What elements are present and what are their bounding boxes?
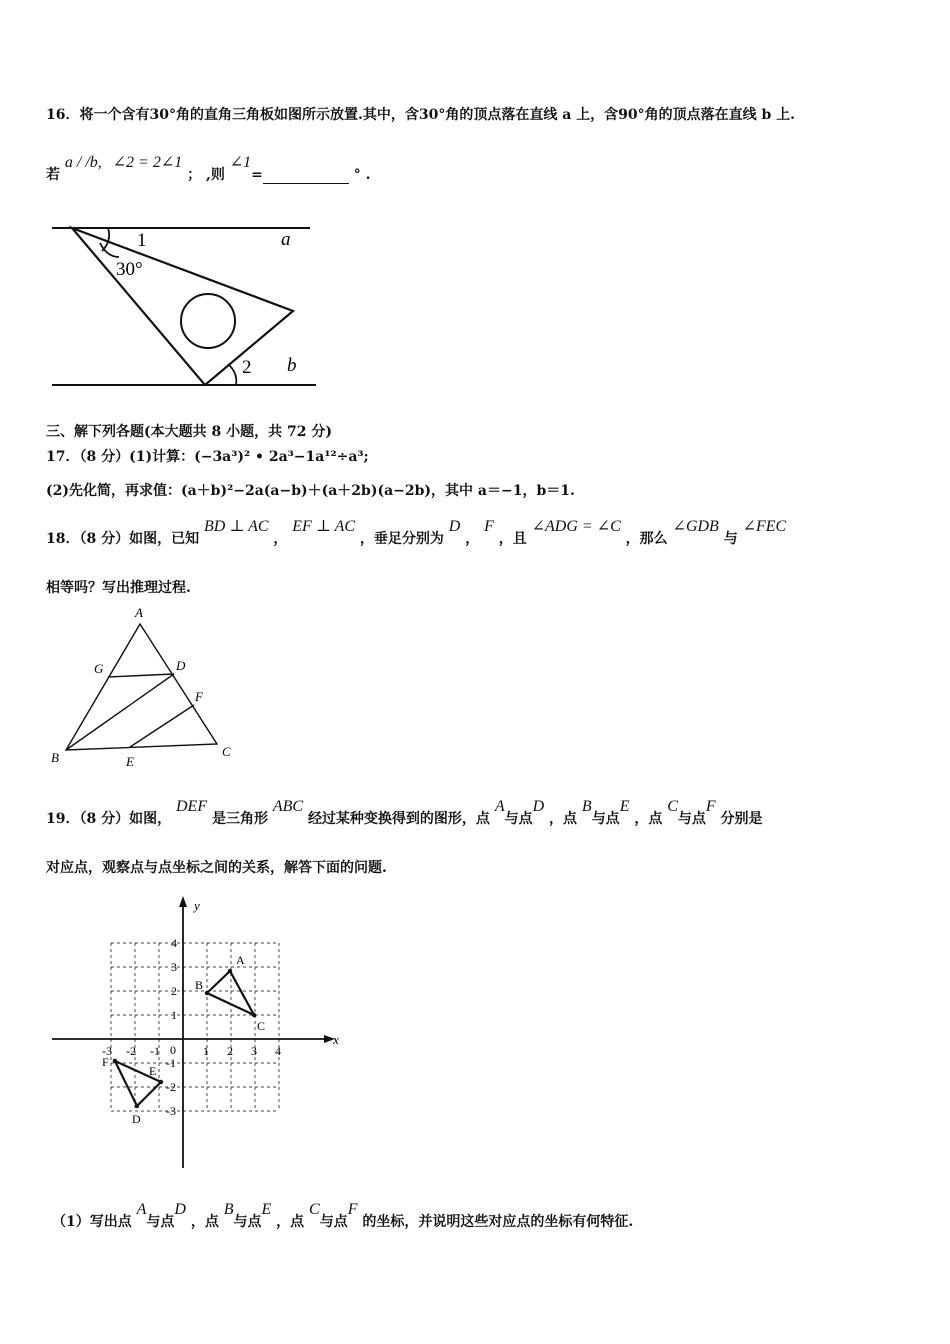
q17-part2: (2)先化简，再求值：(a＋b)²−2a(a−b)＋(a＋2b)(a−2b)，其中 a＝−1，b＝1. <box>46 483 575 499</box>
q18-t3: ， <box>465 531 480 547</box>
grid-lines <box>111 943 279 1111</box>
q19-line1 <box>46 798 763 828</box>
q16-angle: ∠1 <box>229 154 252 171</box>
label-E: E <box>149 1064 157 1078</box>
q19-t8: 分别是 <box>720 811 763 827</box>
q19-m4: D <box>532 798 545 815</box>
q19-sub1-t3: 与点 <box>233 1214 262 1230</box>
x-tick-label: 3 <box>251 1044 257 1058</box>
q19-m3: A <box>494 798 505 815</box>
q19-sub1-m1: A <box>136 1201 147 1218</box>
label-A: A <box>135 605 143 620</box>
y-axis-arrow-icon <box>179 896 187 907</box>
segment-ef <box>130 705 194 747</box>
q18-lead: 18．（8 分）如图，已知 <box>46 531 200 547</box>
angle2-arc <box>228 364 236 385</box>
q19-sub1-m2: D <box>174 1201 186 1218</box>
q19-t5: 与点 <box>591 811 620 827</box>
q19-m1: DEF <box>175 798 208 815</box>
x-tick-label: 2 <box>227 1044 233 1058</box>
q19-sub1-t1: 与点 <box>146 1214 175 1230</box>
label-F: F <box>195 689 203 704</box>
q19-t4: ，点 <box>549 811 578 827</box>
y-tick-label: 3 <box>171 960 177 974</box>
q18-m5: ∠ADG = ∠C <box>531 518 621 535</box>
label-A: A <box>236 953 245 967</box>
point-A <box>228 969 232 973</box>
q19-t7: 与点 <box>677 811 706 827</box>
x-label: x <box>333 1032 339 1047</box>
ruler-hole <box>181 294 235 348</box>
label-b: b <box>287 355 297 376</box>
q18-t6: 与 <box>723 531 738 547</box>
q19-sub1-t2: ，点 <box>190 1214 219 1230</box>
label-30: 30° <box>116 259 143 280</box>
q16-line2 <box>46 154 371 184</box>
y-tick-label: -1 <box>166 1056 176 1070</box>
q19-m5: B <box>581 798 592 815</box>
x-tick-labels <box>102 1044 281 1058</box>
q18-m6: ∠GDB <box>672 518 719 535</box>
triangle-abc <box>66 624 217 750</box>
point-B <box>205 991 209 995</box>
y-tick-label: 4 <box>171 936 177 950</box>
x-tick-label: 1 <box>203 1044 209 1058</box>
q19-sub1-m6: F <box>347 1201 358 1218</box>
q16-line1: 16．将一个含有30°角的直角三角板如图所示放置.其中，含30°角的顶点落在直线 a 上，含90°角的顶点落在直线 b 上. <box>46 107 796 123</box>
q19-sub1-t5: 与点 <box>319 1214 348 1230</box>
q16-answer-blank[interactable] <box>263 169 349 184</box>
label-E: E <box>126 754 134 769</box>
q19-t2: 经过某种变换得到的图形，点 <box>307 811 490 827</box>
q19-t6: ，点 <box>634 811 663 827</box>
q19-m7: C <box>667 798 678 815</box>
label-C: C <box>222 744 231 759</box>
x-tick-label: 4 <box>275 1044 281 1058</box>
q19-t3: 与点 <box>504 811 533 827</box>
q16-figure <box>40 215 330 395</box>
x-tick-label: -1 <box>150 1044 160 1058</box>
q18-t5: ，那么 <box>625 531 668 547</box>
y-tick-label: 1 <box>171 1008 177 1022</box>
label-C: C <box>257 1019 266 1033</box>
q19-sub1-t4: ，点 <box>276 1214 305 1230</box>
y-tick-label: -2 <box>166 1080 176 1094</box>
q16-eq: = <box>251 167 263 183</box>
origin-label: 0 <box>170 1043 176 1057</box>
q16-sep: ； ,则 <box>187 167 225 183</box>
q19-sub1-m4: E <box>261 1201 272 1218</box>
x-tick-label: -2 <box>126 1044 136 1058</box>
q16-cond2: ∠2 = 2∠1 <box>112 154 183 171</box>
x-tick-label: -3 <box>102 1044 112 1058</box>
segment-gd <box>108 674 174 677</box>
label-D: D <box>132 1112 141 1126</box>
y-tick-labels <box>166 936 177 1118</box>
label-F: F <box>102 1055 109 1069</box>
q19-coordinate-grid <box>50 892 350 1172</box>
q19-lead: 19．（8 分）如图， <box>46 811 172 827</box>
q18-line2: 相等吗？写出推理过程. <box>46 580 191 596</box>
q18-m3: D <box>448 518 461 535</box>
point-C <box>252 1013 256 1017</box>
q19-m2: ABC <box>272 798 304 815</box>
label-B: B <box>195 978 204 992</box>
q16-cond1: a / /b, <box>64 154 102 171</box>
point-F <box>113 1059 117 1063</box>
q18-t4: ，且 <box>498 531 527 547</box>
q18-figure <box>44 604 244 774</box>
q19-m6: E <box>619 798 630 815</box>
q18-m1: BD ⊥ AC <box>203 518 269 535</box>
y-tick-label: 2 <box>171 984 177 998</box>
label-B: B <box>51 750 59 765</box>
q18-m7: ∠FEC <box>742 518 787 535</box>
q19-m8: F <box>705 798 716 815</box>
point-D <box>135 1104 139 1108</box>
q18-t2: ，垂足分别为 <box>359 531 444 547</box>
label-1: 1 <box>137 230 147 251</box>
label-a: a <box>281 229 291 250</box>
y-tick-label: -3 <box>166 1104 176 1118</box>
label-D: D <box>176 658 186 673</box>
section3-title: 三、解下列各题(本大题共 8 小题，共 72 分) <box>46 424 332 440</box>
q17-part1: 17．（8 分）(1)计算：(−3a³)² • 2a³−1a¹²÷a³; <box>46 449 369 465</box>
q19-sub1-lead: （1）写出点 <box>52 1214 132 1230</box>
q16-unit: ° . <box>353 167 371 183</box>
q19-t1: 是三角形 <box>211 811 268 827</box>
q19-sub1-t6: 的坐标，并说明这些对应点的坐标有何特征. <box>362 1214 634 1230</box>
segment-bd <box>66 674 174 750</box>
q19-sub1 <box>52 1201 634 1231</box>
q18-t1: ， <box>273 531 288 547</box>
y-label: y <box>194 898 200 913</box>
point-E <box>159 1080 163 1084</box>
q16-prefix: 若 <box>46 167 60 183</box>
label-G: G <box>94 661 104 676</box>
q19-sub1-m3: B <box>223 1201 234 1218</box>
q18-line1 <box>46 518 787 548</box>
q18-m4: F <box>484 518 494 535</box>
q19-line2: 对应点，观察点与点坐标之间的关系，解答下面的问题. <box>46 860 387 876</box>
q18-m2: EF ⊥ AC <box>292 518 356 535</box>
label-2: 2 <box>242 357 252 378</box>
q19-sub1-m5: C <box>309 1201 320 1218</box>
